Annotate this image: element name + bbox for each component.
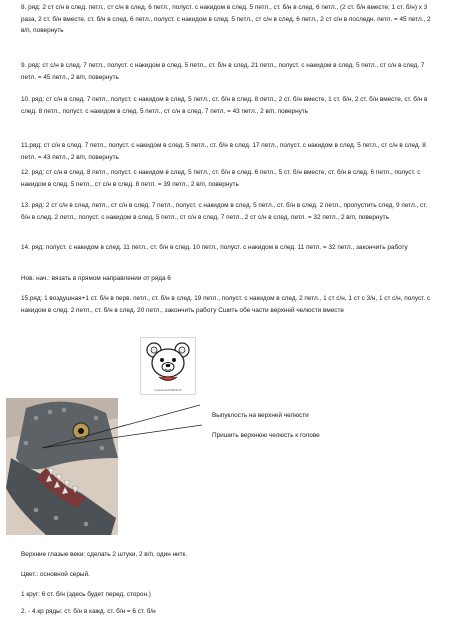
row-10-text: 10. ряд: ст с/н в след. 7 петл., полуст. с накидом в след. 5 петл., ст. б/н в след. 8 петл., 2 ст. б/н вместе, 1 ст. б/н, 2 ст. б/н вместе, ст. б/н в след. 8 петл., полуст. с накидом в след. 5 петл., ст с/н в след. 7 петл. = 43 петл., 2 в/п, повернуть <box>21 96 428 115</box>
new-start-text: Нов. нач.: вязать в прямом направлении от ряда 6 <box>21 275 171 282</box>
round-1-text: 1 круг: 6 ст. б/н (здесь будет перед. сторон.) <box>21 591 151 598</box>
row-15-text: 15.ряд: 1 воздушная+1 ст. б/н в перв. петл., ст. б/н в след. 19 петл., полуст. с накидом в след. 2 петл., 1 ст с/н, 1 ст с 3/н, 1 ст с/н, полуст. с накидом в след. 2 петл., ст. б/н в след. 20 петл., закончить работу Сшить обе части верхней челюсти вместе <box>21 295 431 314</box>
row-14-text: 14. ряд: полуст. с накидом в след. 11 петл., ст. б/н в след. 10 петл., полуст. с накидом в след. 11 петл. = 32 петл., закончить работу <box>21 244 408 251</box>
eyelids-text: Верхние глазые веки: сделать 2 штуки, 2 в/п, один нитк. <box>21 551 188 558</box>
row-12-text: 12. ряд: ст с/н в след. 8 петл., полуст. с накидом в след. 5 петл., ст. б/н в след. 6 петл., 5 ст. б/н вместе, ст. б/н в след. 6 петл., полуст. с накидом в след. 5 петл., ст с/н в след. 8 петл. = 39 петл., 2 в/п, повернуть <box>21 169 421 188</box>
logo-text: Godzus.Kali.B05016 <box>154 388 182 392</box>
row-9-text: 9. ряд: ст с/н в след. 7 петл., полуст. с накидом в след. 5 петл., ст. б/н в след. 21 петл., полуст. с накидом в след. 5 петл., ст с/н в след. 7 петл. = 45 петл., 2 в/п, повернуть <box>21 62 425 81</box>
rounds-2-4-text: 2. - 4.кр ряды: ст. б/н в кажд. ст. б/н = 6 ст. б/н <box>21 608 156 615</box>
color-text: Цвет.: основной серый. <box>21 571 90 578</box>
row-13-text: 13. ряд: 2 ст с/н в след. петл., ст с/н в след. 7 петл., полуст. с накидом в след. 5 петл., ст. б/н в след. 2 петл., пропустить след. 9 петл., ст. б/н в след. 2 петл., полуст. с накидом в след. 5 петл., ст с/н в след. 7 петл., 2 ст с/н в след. петл. = 32 петл., 2 в/п, повернуть <box>21 202 428 221</box>
caption-sew-jaw: Пришить верхнюю челюсть к голове <box>212 432 320 439</box>
row-8-text: 8. ряд: 2 ст с/н в след. петл., ст с/н в след. 6 петл., полуст. с накидом в след. 5 петл., ст. б/н в след. 6 петл., (2 ст. б/н вместе; 1 ст. б/н) х 3 раза, 2 ст. б/н вместе, ст. б/н в след. 6 петл., полуст. с накидом в след. 5 петл., ст с/н в след. 6 петл., 2 ст с/н в последн. петл. = 45 петл., 2 в/п, повернуть <box>21 4 431 35</box>
caption-convexity: Выпуклость на верхней челюсти <box>212 412 309 419</box>
row-11-text: 11.ряд: ст с/н в след. 7 петл., полуст. с накидом в след. 5 петл., ст. б/н в след. 17 петл., полуст. с накидом в след. 5 петл., ст с/н в след. 8 петл. = 43 петл., 2 в/п, повернуть <box>21 142 426 161</box>
